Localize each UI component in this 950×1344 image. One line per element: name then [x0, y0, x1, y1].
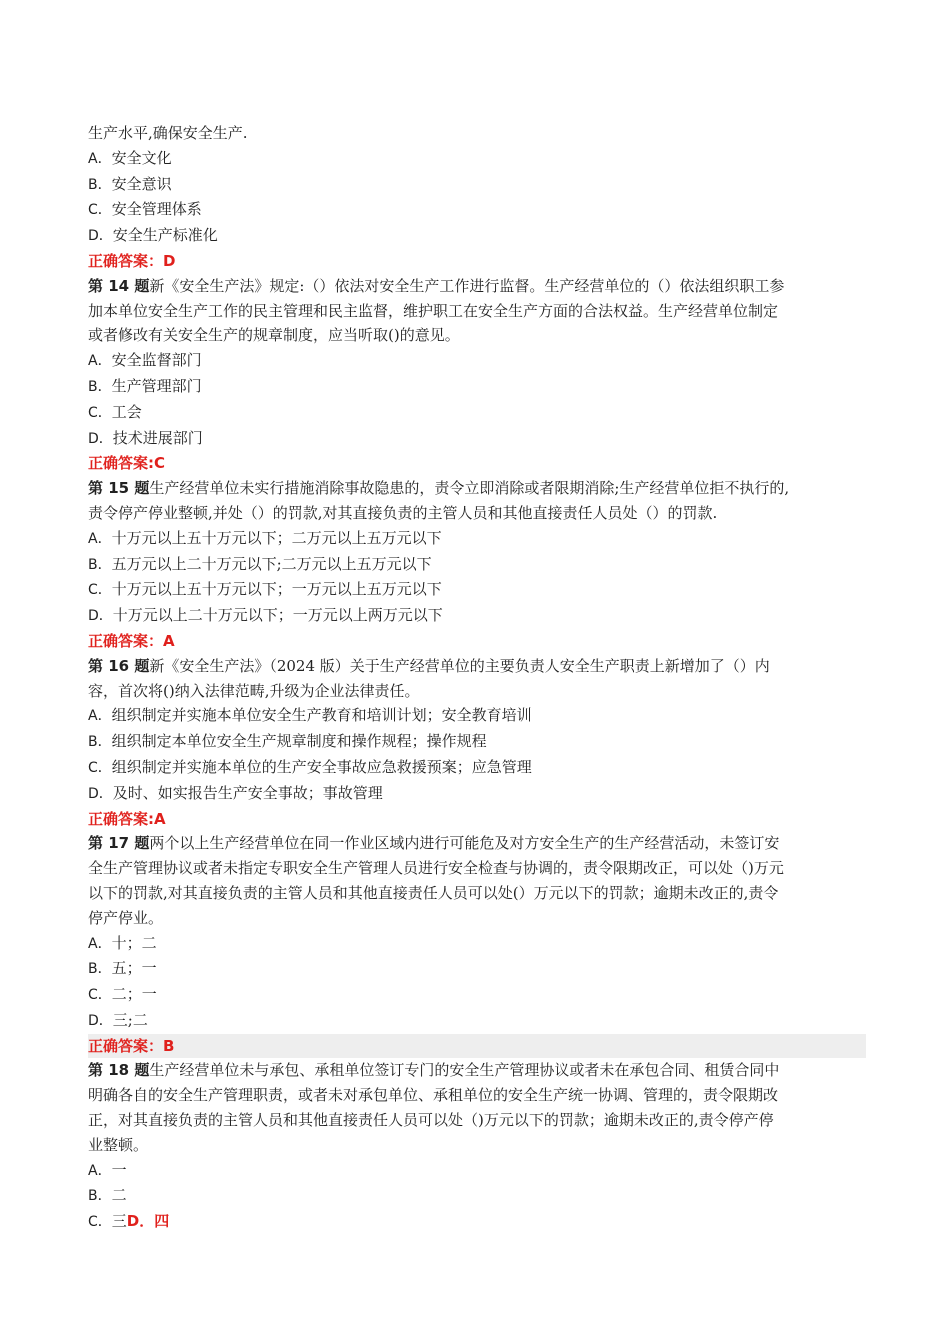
question-number: 第 15 题 [88, 479, 150, 498]
question-stem-line: 明确各自的安全生产管理职责，或者未对承包单位、承租单位的安全生产统一协调、管理的，责令限期改 [88, 1086, 779, 1105]
option-c-d: C．三D．四 [88, 1212, 170, 1231]
question-13-tail [88, 121, 868, 274]
option-a: A．安全监督部门 [88, 351, 202, 370]
option-c: C．安全管理体系 [88, 200, 202, 219]
question-stem-line: 第 18 题生产经营单位未与承包、承租单位签订专门的安全生产管理协议或者未在承包合同、租赁合同中 [88, 1061, 780, 1080]
question-stem-line: 或者修改有关安全生产的规章制度，应当听取()的意见。 [88, 326, 460, 345]
question-stem-line: 责令停产停业整顿,并处（）的罚款,对其直接负责的主管人员和其他直接责任人员处（）的罚款. [88, 503, 718, 522]
option-b: B．生产管理部门 [88, 376, 202, 395]
correct-answer: 正确答案：D [88, 251, 176, 270]
question-stem-line: 全生产管理协议或者未指定专职安全生产管理人员进行安全检查与协调的，责令限期改正，可以处（)万元 [88, 859, 784, 878]
option-c: C．十万元以上五十万元以下；一万元以上五万元以下 [88, 580, 442, 599]
option-d: D．技术进展部门 [88, 428, 203, 447]
option-b: B．二 [88, 1186, 127, 1205]
question-stem-line: 生产水平,确保安全生产. [88, 124, 248, 142]
question-stem-line: 停产停业。 [88, 908, 164, 927]
option-a: A．安全文化 [88, 148, 172, 167]
question-stem-line: 第 15 题生产经营单位未实行措施消除事故隐患的，责令立即消除或者限期消除;生产经营单位拒不执行的, [88, 479, 790, 498]
correct-answer: 正确答案:A [88, 809, 166, 828]
question-15 [88, 476, 868, 654]
option-d: D．三;二 [88, 1010, 148, 1029]
question-stem-line: 正，对其直接负责的主管人员和其他直接责任人员可以处（)万元以下的罚款；逾期未改正的,责令停产停 [88, 1111, 774, 1130]
option-c: C．二；一 [88, 985, 157, 1004]
option-d-highlight: D． [126, 1212, 155, 1231]
question-number: 第 17 题 [88, 834, 150, 853]
question-number: 第 18 题 [88, 1061, 150, 1080]
option-b: B．组织制定本单位安全生产规章制度和操作规程；操作规程 [88, 732, 487, 751]
option-a: A．十万元以上五十万元以下；二万元以上五万元以下 [88, 528, 442, 547]
correct-answer: 正确答案：B [88, 1034, 866, 1059]
option-d: D．及时、如实报告生产安全事故；事故管理 [88, 783, 383, 802]
question-number: 第 14 题 [88, 276, 150, 295]
document-page [88, 121, 868, 1235]
option-d: D．十万元以上二十万元以下；一万元以上两万元以下 [88, 606, 443, 625]
option-a: A．一 [88, 1160, 127, 1179]
question-stem-line: 第 14 题新《安全生产法》规定:（）依法对安全生产工作进行监督。生产经营单位的（）依法组织职工参 [88, 276, 785, 295]
question-stem-line: 第 16 题新《安全生产法》（2024 版）关于生产经营单位的主要负责人安全生产职责上新增加了（）内 [88, 656, 770, 675]
option-b: B．五万元以上二十万元以下;二万元以上五万元以下 [88, 554, 432, 573]
option-b: B．五；一 [88, 959, 157, 978]
question-18 [88, 1058, 868, 1235]
option-c: C．工会 [88, 402, 142, 421]
correct-answer: 正确答案:C [88, 454, 166, 473]
option-b: B．安全意识 [88, 174, 172, 193]
question-stem-line: 以下的罚款,对其直接负责的主管人员和其他直接责任人员可以处(）万元以下的罚款；逾期未改正的,责令 [88, 883, 779, 902]
option-d: D．安全生产标准化 [88, 226, 218, 245]
question-stem-line: 第 17 题两个以上生产经营单位在同一作业区域内进行可能危及对方安全生产的生产经营活动，未签订安 [88, 834, 780, 853]
question-stem-line: 业整顿。 [88, 1135, 149, 1154]
correct-answer: 正确答案：A [88, 631, 175, 650]
question-16 [88, 654, 868, 832]
option-a: A．组织制定并实施本单位安全生产教育和培训计划；安全教育培训 [88, 706, 532, 725]
option-a: A．十；二 [88, 933, 157, 952]
question-17 [88, 831, 868, 1058]
question-14 [88, 274, 868, 476]
option-c: C．组织制定并实施本单位的生产安全事故应急救援预案；应急管理 [88, 757, 532, 776]
question-number: 第 16 题 [88, 656, 150, 675]
question-stem-line: 容，首次将()纳入法律范畴,升级为企业法律责任。 [88, 681, 420, 700]
question-stem-line: 加本单位安全生产工作的民主管理和民主监督，维护职工在安全生产方面的合法权益。生产经营单位制定 [88, 301, 779, 320]
